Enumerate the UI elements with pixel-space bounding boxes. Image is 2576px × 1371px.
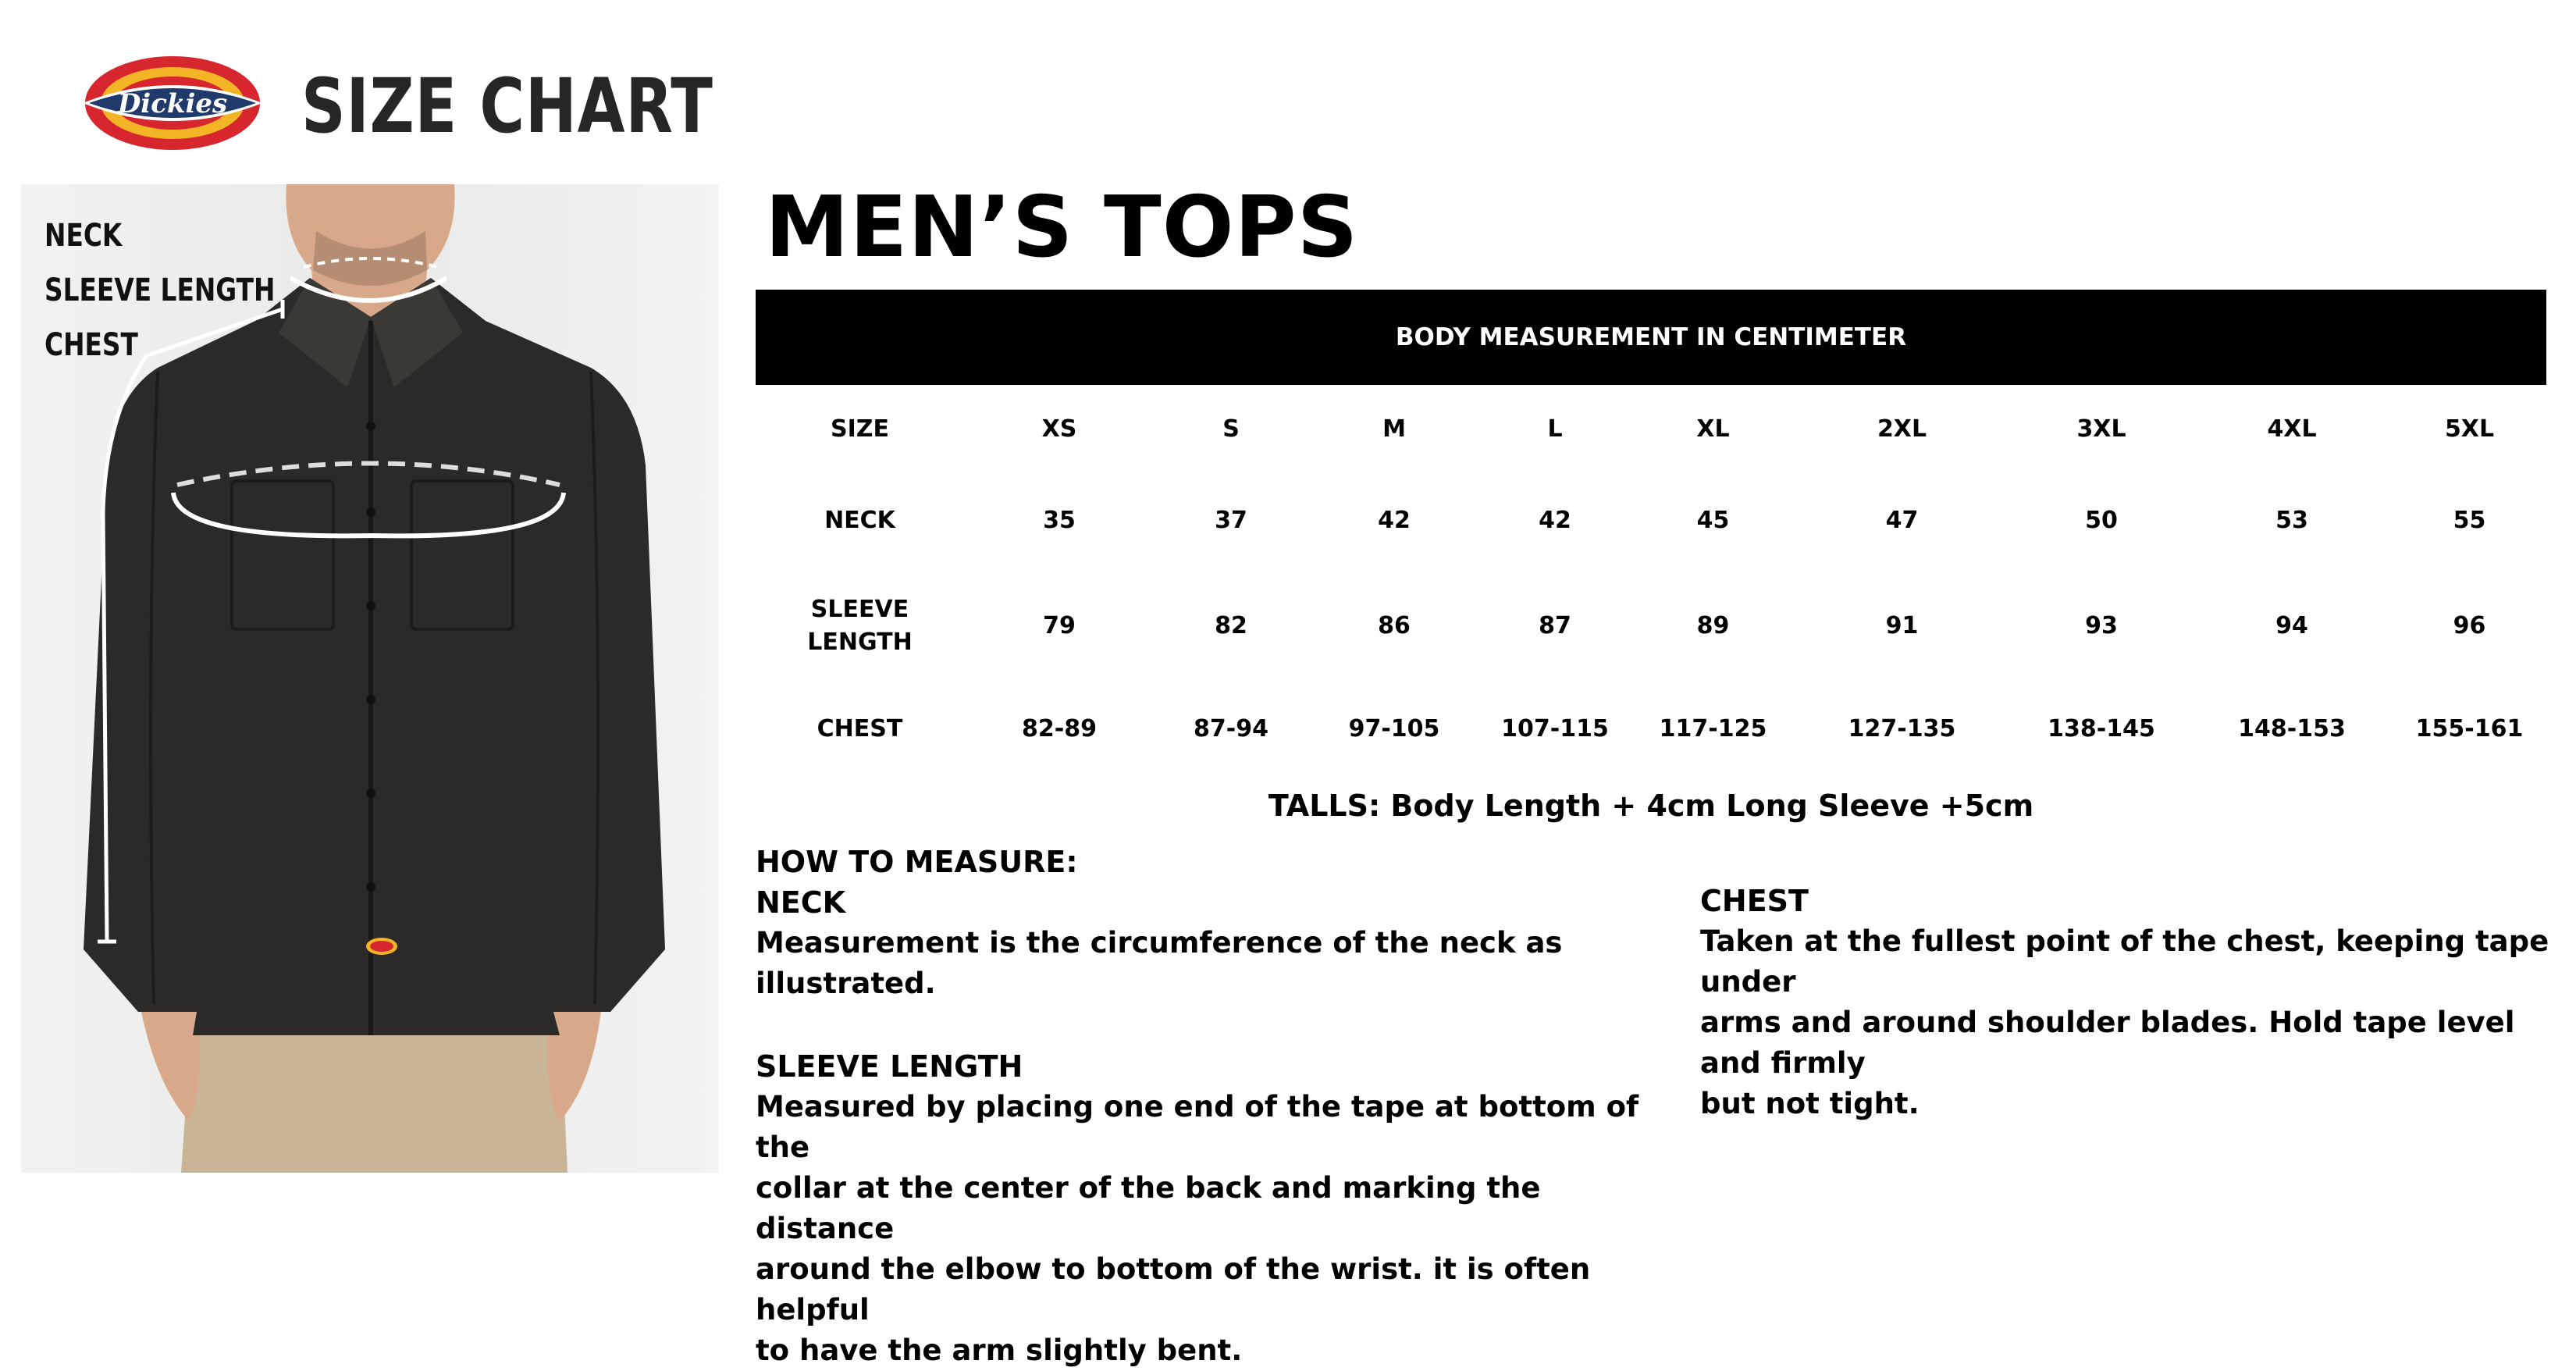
- table-cell: 94: [2275, 612, 2308, 639]
- table-cell: 55: [2453, 507, 2486, 534]
- measure-sleeve-block: [756, 1046, 1653, 1371]
- table-cell: 42: [1378, 507, 1411, 534]
- text-line: Measurement is the circumference of the neck as: [756, 926, 1563, 960]
- photo-label-sleeve-length: SLEEVE LENGTH: [44, 272, 276, 308]
- measure-chest-heading: CHEST: [1700, 884, 1809, 918]
- measure-neck-block: [756, 882, 1575, 1004]
- table-cell: 53: [2275, 507, 2308, 534]
- photo-label-neck: NECK: [44, 218, 123, 254]
- size-3xl: 3XL: [2076, 415, 2126, 443]
- photo-label-chest: CHEST: [44, 327, 138, 363]
- table-cell: 89: [1696, 612, 1730, 639]
- text-line: collar at the center of the back and marking the distance: [756, 1171, 1541, 1245]
- size-m: M: [1382, 415, 1406, 443]
- model-photo: [21, 184, 719, 1173]
- size-4xl: 4XL: [2267, 415, 2317, 443]
- row-label-line: LENGTH: [807, 629, 913, 656]
- logo-wordmark: Dickies: [117, 88, 228, 119]
- text-line: Taken at the fullest point of the chest, keeping tape under: [1700, 924, 2549, 999]
- table-row-neck: [756, 474, 2551, 568]
- table-cell: 45: [1696, 507, 1730, 534]
- table-banner: BODY MEASUREMENT IN CENTIMETER: [756, 290, 2546, 385]
- row-label-chest: CHEST: [817, 715, 903, 742]
- table-cell: 82: [1215, 612, 1247, 639]
- table-cell: 42: [1539, 507, 1571, 534]
- text-line: around the elbow to bottom of the wrist. it is often helpful: [756, 1252, 1591, 1326]
- text-line: to have the arm slightly bent.: [756, 1334, 1243, 1367]
- table-cell: 35: [1043, 507, 1076, 534]
- table-cell: 50: [2085, 507, 2118, 534]
- size-chart-title: SIZE CHART: [301, 62, 713, 150]
- table-cell: 138-145: [2048, 715, 2155, 742]
- size-xs: XS: [1041, 415, 1077, 443]
- size-s: S: [1222, 415, 1240, 443]
- table-cell: 91: [1885, 612, 1919, 639]
- table-cell: 107-115: [1501, 715, 1609, 742]
- size-xl: XL: [1696, 415, 1730, 443]
- row-label-neck: NECK: [824, 507, 895, 534]
- text-line: but not tight.: [1700, 1087, 1920, 1120]
- table-cell: 79: [1043, 612, 1076, 639]
- table-cell: 86: [1378, 612, 1411, 639]
- measure-neck-heading: NECK: [756, 885, 846, 920]
- measure-neck-text: [756, 923, 1575, 1004]
- dickies-logo: [80, 52, 265, 155]
- measure-sleeve-text: [756, 1087, 1653, 1371]
- table-cell: 148-153: [2238, 715, 2346, 742]
- table-cell: 117-125: [1659, 715, 1767, 742]
- table-cell: 97-105: [1348, 715, 1440, 742]
- text-line: arms and around shoulder blades. Hold tape level and firmly: [1700, 1006, 2515, 1080]
- table-cell: 96: [2453, 612, 2486, 639]
- size-header-row: [756, 385, 2551, 474]
- size-header-label: SIZE: [830, 415, 889, 443]
- measure-chest-block: [1700, 881, 2559, 1124]
- table-cell: 155-161: [2415, 715, 2524, 742]
- table-cell: 87-94: [1194, 715, 1268, 742]
- measure-chest-text: [1700, 921, 2559, 1124]
- size-l: L: [1547, 415, 1563, 443]
- size-table: [756, 385, 2551, 774]
- size-5xl: 5XL: [2444, 415, 2495, 443]
- table-cell: 93: [2085, 612, 2118, 639]
- section-title: MEN’S TOPS: [765, 179, 1359, 276]
- table-cell: 82-89: [1022, 715, 1097, 742]
- text-line: illustrated.: [756, 967, 936, 1000]
- how-to-measure-title: HOW TO MEASURE:: [756, 845, 1078, 879]
- table-cell: 37: [1215, 507, 1247, 534]
- table-cell: 47: [1885, 507, 1919, 534]
- size-2xl: 2XL: [1877, 415, 1927, 443]
- table-row-sleeve-length: [756, 568, 2551, 685]
- table-row-chest: [756, 685, 2551, 774]
- talls-note: TALLS: Body Length + 4cm Long Sleeve +5cm: [1268, 789, 2034, 823]
- table-cell: 87: [1539, 612, 1571, 639]
- measure-sleeve-heading: SLEEVE LENGTH: [756, 1049, 1023, 1084]
- row-label-line: SLEEVE: [810, 596, 909, 623]
- text-line: Measured by placing one end of the tape at bottom of the: [756, 1090, 1639, 1164]
- table-cell: 127-135: [1848, 715, 1956, 742]
- row-label-sleeve-length: [756, 568, 964, 685]
